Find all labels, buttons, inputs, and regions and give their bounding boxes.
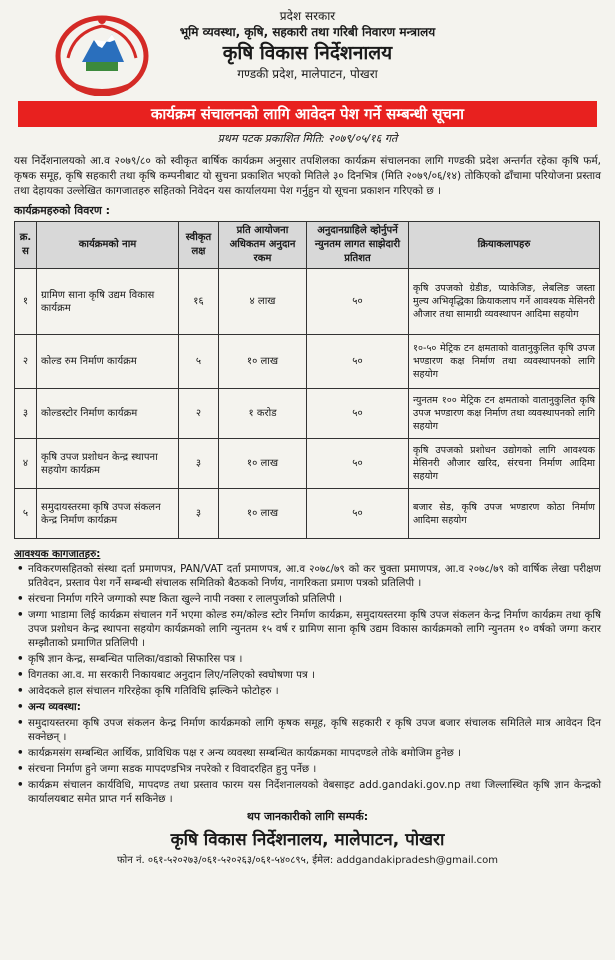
cell-activities: बजार सेड, कृषि उपज भण्डारण कोठा निर्माण आदिमा सहयोग <box>409 489 600 539</box>
contact-heading: थप जानकारीको लागि सम्पर्क: <box>246 810 369 823</box>
documents-list <box>14 562 601 806</box>
col-header-sn: क्र. स <box>15 222 37 269</box>
cell-sn: ४ <box>15 439 37 489</box>
list-item: • आवेदकले हाल संचालन गरिरहेका कृषि गतिविधि झल्किने फोटोहरु । <box>14 684 601 698</box>
published-date: प्रथम पटक प्रकाशित मिति: २०७९/०५/१६ गते <box>217 132 398 145</box>
cell-activities: न्युनतम १०० मेट्रिक टन क्षमताको वातानुकुलित कृषि उपज भण्डारण कक्ष निर्माण तथा व्यवस्थापनको लागि सहयोग <box>409 389 600 439</box>
cell-program: कृषि उपज प्रशोधन केन्द्र स्थापना सहयोग कार्यक्रम <box>37 439 179 489</box>
intro-paragraph: यस निर्देशनालयको आ.व २०७९/८० को स्वीकृत बार्षिक कार्यक्रम अनुसार तपशिलका कार्यक्रम संचालनका लागि गण्डकी प्रदेश अन्तर्गत रहेका कृषि फर्म, कृषक समूह, कृषि सहकारी तथा कृषि कम्पनीबाट यो सुचना प्रकाशित भएको मितिले ३० दिनभित्र (मिति २०७९/०६/१४) तोकिएको ढाँचामा परियोजना प्रस्ताव तथा देहायका उल्लेखित कागजातहरु सहितको निवेदन यस कार्यालयमा पेश गर्नुहुन यो सूचना प्रकाशन गरिएको छ । <box>14 155 601 197</box>
cell-share: ५० <box>307 439 409 489</box>
cell-sn: १ <box>15 269 37 335</box>
cell-share: ५० <box>307 269 409 335</box>
contact-phone-email: फोन नं. ०६१-५२०२७३/०६१-५२०२६३/०६१-५४०८९५, ईमेल: addgandakipradesh@gmail.com <box>116 855 499 866</box>
cell-target: २ <box>179 389 219 439</box>
cell-amount: ४ लाख <box>219 269 307 335</box>
cell-program: ग्रामिण साना कृषि उद्यम विकास कार्यक्रम <box>37 269 179 335</box>
list-item: • समुदायस्तरमा कृषि उपज संकलन केन्द्र निर्माण कार्यक्रमको लागि कृषक समूह, कृषि सहकारी र कृषि उपज बजार संचालक समितिले मात्र आवेदन दिन सक्नेछन् । <box>14 716 601 744</box>
cell-program: समुदायस्तरमा कृषि उपज संकलन केन्द्र निर्माण कार्यक्रम <box>37 489 179 539</box>
documents-section <box>14 547 601 806</box>
cell-program: कोल्डस्टोर निर्माण कार्यक्रम <box>37 389 179 439</box>
table-row <box>15 269 600 335</box>
cell-activities: कृषि उपजको प्रशोधन उद्योगको लागि आवश्यक मेसिनरी औजार खरिद, संरचना निर्माण आदिमा सहयोग <box>409 439 600 489</box>
cell-share: ५० <box>307 335 409 389</box>
table-row <box>15 439 600 489</box>
col-header-share: अनुदानग्राहिले व्होर्नुपर्ने न्युनतम लागत साझेदारी प्रतिशत <box>307 222 409 269</box>
header <box>10 6 605 98</box>
cell-amount: १ करोड <box>219 389 307 439</box>
cell-share: ५० <box>307 389 409 439</box>
cell-activities: कृषि उपजको ग्रेडीङ, प्याकेजिङ, लेबलिङ जस्ता मुल्य अभिवृद्धिका क्रियाकलाप गर्ने आवश्यक मेसिनरी औजार तथा सामाग्री व्यवस्थापन आदिमा सहयोग <box>409 269 600 335</box>
cell-target: ३ <box>179 489 219 539</box>
cell-program: कोल्ड रुम निर्माण कार्यक्रम <box>37 335 179 389</box>
office-address: गण्डकी प्रदेश, मालेपाटन, पोखरा <box>237 67 378 81</box>
list-item: • कार्यक्रम संचालन कार्यविधि, मापदण्ड तथा प्रस्ताव फारम यस निर्देशनालयको वेबसाइट add.gandaki.gov.np तथा जिल्लास्थित कृषि ज्ञान केन्द्रको कार्यालयबाट समेत प्राप्त गर्न सकिनेछ । <box>14 778 601 806</box>
table-header-row <box>15 222 600 269</box>
table-row <box>15 389 600 439</box>
list-item: • कृषि ज्ञान केन्द्र, सम्बन्धित पालिका/वडाको सिफारिस पत्र । <box>14 652 601 666</box>
list-item: • नविकरणसहितको संस्था दर्ता प्रमाणपत्र, PAN/VAT दर्ता प्रमाणपत्र, आ.व २०७८/७९ को कर चुक्ता प्रमाणपत्र, आ.व २०७८/७९ को वार्षिक लेखा परीक्षण प्रतिवेदन, प्रस्ताव पेश गर्ने सम्बन्धी संचालक समितिको बैठकको निर्णय, नागरिकता प्रमाण पत्रको प्रतिलिपी । <box>14 562 601 590</box>
cell-sn: ३ <box>15 389 37 439</box>
programs-table <box>14 221 600 539</box>
notice-page <box>10 6 605 956</box>
col-header-amount: प्रति आयोजना अधिकतम अनुदान रकम <box>219 222 307 269</box>
cell-amount: १० लाख <box>219 439 307 489</box>
directorate-name: कृषि विकास निर्देशनालय <box>222 42 393 64</box>
table-row <box>15 489 600 539</box>
cell-sn: २ <box>15 335 37 389</box>
list-item: • जग्गा भाडामा लिई कार्यक्रम संचालन गर्ने भएमा कोल्ड रुम/कोल्ड स्टोर निर्माण कार्यक्रम, समुदायस्तरमा कृषि उपज संकलन केन्द्र निर्माण कार्यक्रम तथा कृषि उपज प्रशोधन केन्द्र स्थापना सहयोग कार्यक्रमको लागि न्युनतम १५ वर्ष र ग्रामिण साना कृषि उद्यम विकास कार्यक्रमको लागि न्युनतम १० वर्षको जग्गा करार सम्झौताको प्रमाणित प्रतिलिपी । <box>14 608 601 650</box>
col-header-program: कार्यक्रमको नाम <box>37 222 179 269</box>
cell-activities: १०-५० मेट्रिक टन क्षमताको वातानुकुलित कृषि उपज भण्डारण कक्ष निर्माण तथा व्यवस्थापनको लागि सहयोग <box>409 335 600 389</box>
list-item: • संरचना निर्माण हुने जग्गा सडक मापदण्डभित्र नपरेको र विवादरहित हुनु पर्नेछ । <box>14 762 601 776</box>
col-header-activities: क्रियाकलापहरु <box>409 222 600 269</box>
other-provisions-title: • अन्य व्यवस्था: <box>14 700 601 714</box>
ministry-name: भूमि व्यवस्था, कृषि, सहकारी तथा गरिबी निवारण मन्त्रालय <box>179 25 436 39</box>
table-row <box>15 335 600 389</box>
cell-amount: १० लाख <box>219 335 307 389</box>
cell-target: ५ <box>179 335 219 389</box>
cell-target: १६ <box>179 269 219 335</box>
contact-organization: कृषि विकास निर्देशनालय, मालेपाटन, पोखरा <box>170 830 445 850</box>
documents-title: आवश्यक कागजातहरु: <box>14 548 101 560</box>
list-item: • विगतका आ.व. मा सरकारी निकायबाट अनुदान लिए/नलिएको स्वघोषणा पत्र । <box>14 668 601 682</box>
gov-name: प्रदेश सरकार <box>279 9 336 23</box>
cell-amount: १० लाख <box>219 489 307 539</box>
list-item: • कार्यक्रमसंग सम्बन्धित आर्थिक, प्राविधिक पक्ष र अन्य व्यवस्था सम्बन्धित कार्यक्रमका मापदण्डले तोके बमोजिम हुनेछ । <box>14 746 601 760</box>
list-item: • संरचना निर्माण गरिने जग्गाको स्पष्ट किता खुल्ने नापी नक्सा र लालपुर्जाको प्रतिलिपी । <box>14 592 601 606</box>
cell-sn: ५ <box>15 489 37 539</box>
col-header-target: स्वीकृत लक्ष <box>179 222 219 269</box>
table-title: कार्यक्रमहरुको विवरण : <box>14 204 111 217</box>
notice-title-banner: कार्यक्रम संचालनको लागि आवेदन पेश गर्ने सम्बन्धी सूचना <box>18 101 597 127</box>
cell-target: ३ <box>179 439 219 489</box>
cell-share: ५० <box>307 489 409 539</box>
